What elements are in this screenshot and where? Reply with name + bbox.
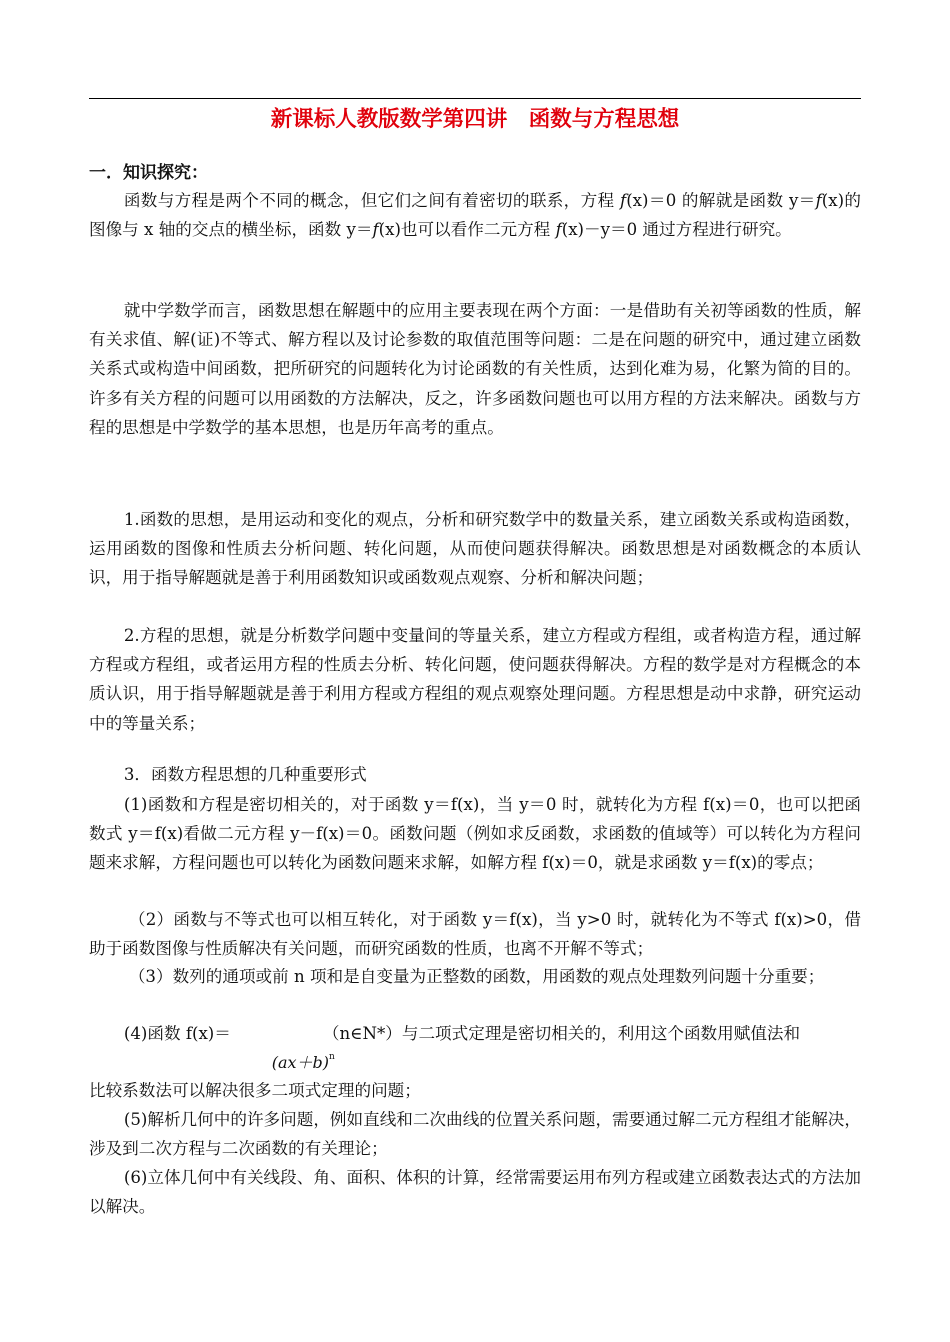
text-run: （n∈N*）与二项式定理是密切相关的，利用这个函数用赋值法和: [322, 1024, 801, 1043]
list-item-function-idea: 1.函数的思想，是用运动和变化的观点，分析和研究数学中的数量关系，建立函数关系或构造函数，运用函数的图像和性质去分析问题、转化问题，从而使问题获得解决。函数思想是对函数概念的本质认识，用于指导解题就是善于利用函数知识或函数观点观察、分析和解决问题；: [89, 510, 861, 588]
text-run: (x)的图像与 x 轴的交点的横坐标，函数 y＝: [89, 191, 861, 240]
paragraph-application: 就中学数学而言，函数思想在解题中的应用主要表现在两个方面：一是借助有关初等函数的性质，解有关求值、解(证)不等式、解方程以及讨论参数的取值范围等问题：二是在问题的研究中，通过建立函数关系式或构造中间函数，把所研究的问题转化为讨论函数的有关性质，达到化难为易，化繁为简的目的。许多有关方程的问题可以用函数的方法解决，反之，许多函数问题也可以用方程的方法来解决。函数与方程的思想是中学数学的基本思想，也是历年高考的重点。: [89, 301, 861, 437]
header-rule: [89, 98, 861, 99]
func-symbol: f: [555, 220, 562, 240]
list-item-equation-idea: 2.方程的思想，就是分析数学问题中变量间的等量关系，建立方程或方程组，或者构造方程，通过解方程或方程组，或者运用方程的性质去分析、转化问题，使问题获得解决。方程的数学是对方程概念的本质认识，用于指导解题就是善于利用方程或方程组的观点观察处理问题。方程思想是动中求静，研究运动中的等量关系；: [89, 626, 861, 733]
func-symbol: f: [815, 191, 822, 210]
text-run: 函数与方程是两个不同的概念，但它们之间有着密切的联系，方程: [123, 191, 621, 210]
func-symbol: f: [372, 220, 379, 240]
page-title: 新课标人教版数学第四讲 函数与方程思想: [270, 107, 680, 132]
formula-base: (ax＋b): [271, 1053, 330, 1072]
text-run: (x)－y＝0 通过方程进行研究。: [561, 220, 792, 240]
sub-item-1: (1)函数和方程是密切相关的，对于函数 y＝f(x)，当 y＝0 时，就转化为方程 f(x)＝0，也可以把函数式 y＝f(x)看做二元方程 y－f(x)＝0。函数问题（例如求反函数，求函数的值域等）可以转化为方程问题来求解，方程问题也可以转化为函数问题来求解，如解方程 f(x)＝0，就是求函数 y＝f(x)的零点；: [89, 795, 861, 873]
sub-item-3: （3）数列的通项或前 n 项和是自变量为正整数的函数，用函数的观点处理数列问题十分重要；: [128, 967, 825, 986]
formula-fraction: [231, 1035, 335, 1072]
list-item-forms-heading: 3．函数方程思想的几种重要形式: [123, 765, 367, 784]
text-run: (4)函数 f(x)＝: [123, 1024, 231, 1043]
func-symbol: f: [620, 191, 627, 210]
formula-exponent: n: [329, 1052, 335, 1062]
sub-item-6: (6)立体几何中有关线段、角、面积、体积的计算，经常需要运用布列方程或建立函数表达式的方法加以解决。: [89, 1168, 861, 1217]
paragraph-intro: [89, 186, 861, 244]
text-run: (x)＝0 的解就是函数 y＝: [626, 191, 816, 210]
sub-item-4: [89, 1019, 861, 1072]
sub-item-2: （2）函数与不等式也可以相互转化，对于函数 y＝f(x)，当 y>0 时，就转化为不等式 f(x)>0，借助于函数图像与性质解决有关问题，而研究函数的性质，也离不开解不等式；: [89, 910, 861, 959]
text-run: (x)也可以看作二元方程: [378, 220, 556, 240]
formula-denominator: [237, 1043, 335, 1077]
sub-item-5: (5)解析几何中的许多问题，例如直线和二次曲线的位置关系问题，需要通过解二元方程组才能解决，涉及到二次方程与二次函数的有关理论；: [89, 1110, 861, 1159]
section-heading: 一．知识探究：: [89, 163, 208, 183]
sub-item-4-continued: 比较系数法可以解决很多二项式定理的问题；: [89, 1081, 421, 1100]
